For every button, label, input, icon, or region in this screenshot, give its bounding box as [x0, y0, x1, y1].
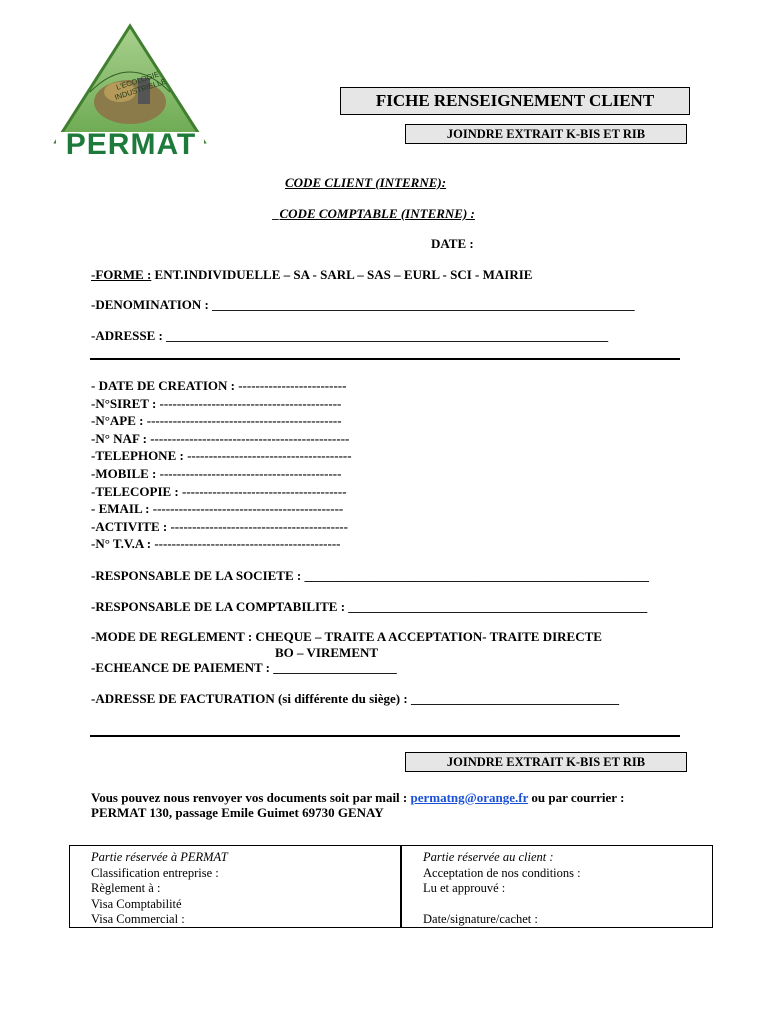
kbis-notice-bottom: JOINDRE EXTRAIT K-BIS ET RIB	[405, 752, 687, 772]
field-naf[interactable]: -N° NAF : ----------------------------------------------	[91, 430, 350, 446]
separator-line-bottom	[90, 735, 680, 737]
field-email[interactable]: - EMAIL : --------------------------------------------	[91, 501, 344, 517]
code-comptable-line	[273, 206, 475, 221]
forme-values: ENT.INDIVIDUELLE – SA - SARL – SAS – EURL - SCI - MAIRIE	[151, 267, 533, 282]
permat-box-line: Classification entreprise :	[91, 865, 219, 880]
permat-box-heading: Partie réservée à PERMAT	[91, 850, 228, 864]
contact-suffix: ou par courrier :	[528, 790, 625, 805]
forme-line	[91, 267, 532, 282]
separator-line-top	[90, 358, 680, 360]
client-box-spacer	[423, 897, 712, 913]
field-activite[interactable]: -ACTIVITE : -----------------------------------------	[91, 518, 348, 534]
mode-reglement-line-1: -MODE DE REGLEMENT : CHEQUE – TRAITE A ACCEPTATION- TRAITE DIRECTE	[91, 629, 602, 644]
logo-brand: PERMAT	[65, 128, 197, 161]
code-comptable-label: CODE COMPTABLE (INTERNE) :	[279, 206, 475, 221]
contact-email-link[interactable]: permatng@orange.fr	[410, 790, 529, 805]
contact-line	[91, 790, 624, 805]
field-telephone[interactable]: -TELEPHONE : --------------------------------------	[91, 448, 352, 464]
field-mobile[interactable]: -MOBILE : ------------------------------------------	[91, 465, 342, 481]
kbis-notice-top: JOINDRE EXTRAIT K-BIS ET RIB	[405, 124, 687, 144]
logo-arc-text: L'ECOLOGIE INDUSTRIELLE	[113, 69, 168, 102]
field-siret[interactable]: -N°SIRET : ------------------------------------------	[91, 395, 342, 411]
contact-prefix: Vous pouvez nous renvoyer vos documents soit par mail :	[91, 790, 411, 805]
company-fields-list	[91, 377, 352, 553]
field-ape[interactable]: -N°APE : ---------------------------------------------	[91, 413, 342, 429]
date-label: DATE :	[431, 236, 474, 251]
client-box-line: Lu et approuvé :	[423, 881, 506, 895]
responsable-compta-field[interactable]: -RESPONSABLE DE LA COMPTABILITE : ______________________________________________	[91, 599, 648, 614]
permat-box-line: Visa Commercial :	[91, 912, 185, 926]
client-reserved-box	[401, 845, 713, 928]
forme-label: -FORME :	[91, 267, 152, 282]
adresse-field[interactable]: -ADRESSE : ____________________________________________________________________	[91, 328, 609, 343]
client-box-line: Acceptation de nos conditions :	[423, 865, 581, 880]
client-box-heading: Partie réservée au client :	[423, 850, 554, 864]
permat-logo	[50, 22, 210, 162]
contact-address: PERMAT 130, passage Emile Guimet 69730 GENAY	[91, 805, 384, 820]
page-title: FICHE RENSEIGNEMENT CLIENT	[340, 87, 690, 115]
adresse-facturation-field[interactable]: -ADRESSE DE FACTURATION (si différente du siège) : ________________________________	[91, 691, 619, 706]
code-client-label: CODE CLIENT (INTERNE):	[285, 175, 447, 190]
permat-box-line: Règlement à :	[91, 881, 161, 895]
mode-reglement-line-2: BO – VIREMENT	[275, 645, 379, 660]
permat-box-line: Visa Comptabilité	[91, 896, 182, 911]
field-tva[interactable]: -N° T.V.A : -------------------------------------------	[91, 536, 341, 552]
echeance-field[interactable]: -ECHEANCE DE PAIEMENT : ___________________	[91, 660, 397, 675]
permat-reserved-box	[69, 845, 401, 928]
client-box-line: Date/signature/cachet :	[423, 912, 538, 926]
field-date-creation[interactable]: - DATE DE CREATION : -------------------------	[91, 378, 347, 393]
field-telecopie[interactable]: -TELECOPIE : --------------------------------------	[91, 483, 347, 499]
responsable-societe-field[interactable]: -RESPONSABLE DE LA SOCIETE : _____________________________________________________	[91, 568, 649, 583]
denomination-field[interactable]: -DENOMINATION : _________________________________________________________________	[91, 297, 635, 312]
code-comptable-prefix: _	[273, 206, 280, 221]
